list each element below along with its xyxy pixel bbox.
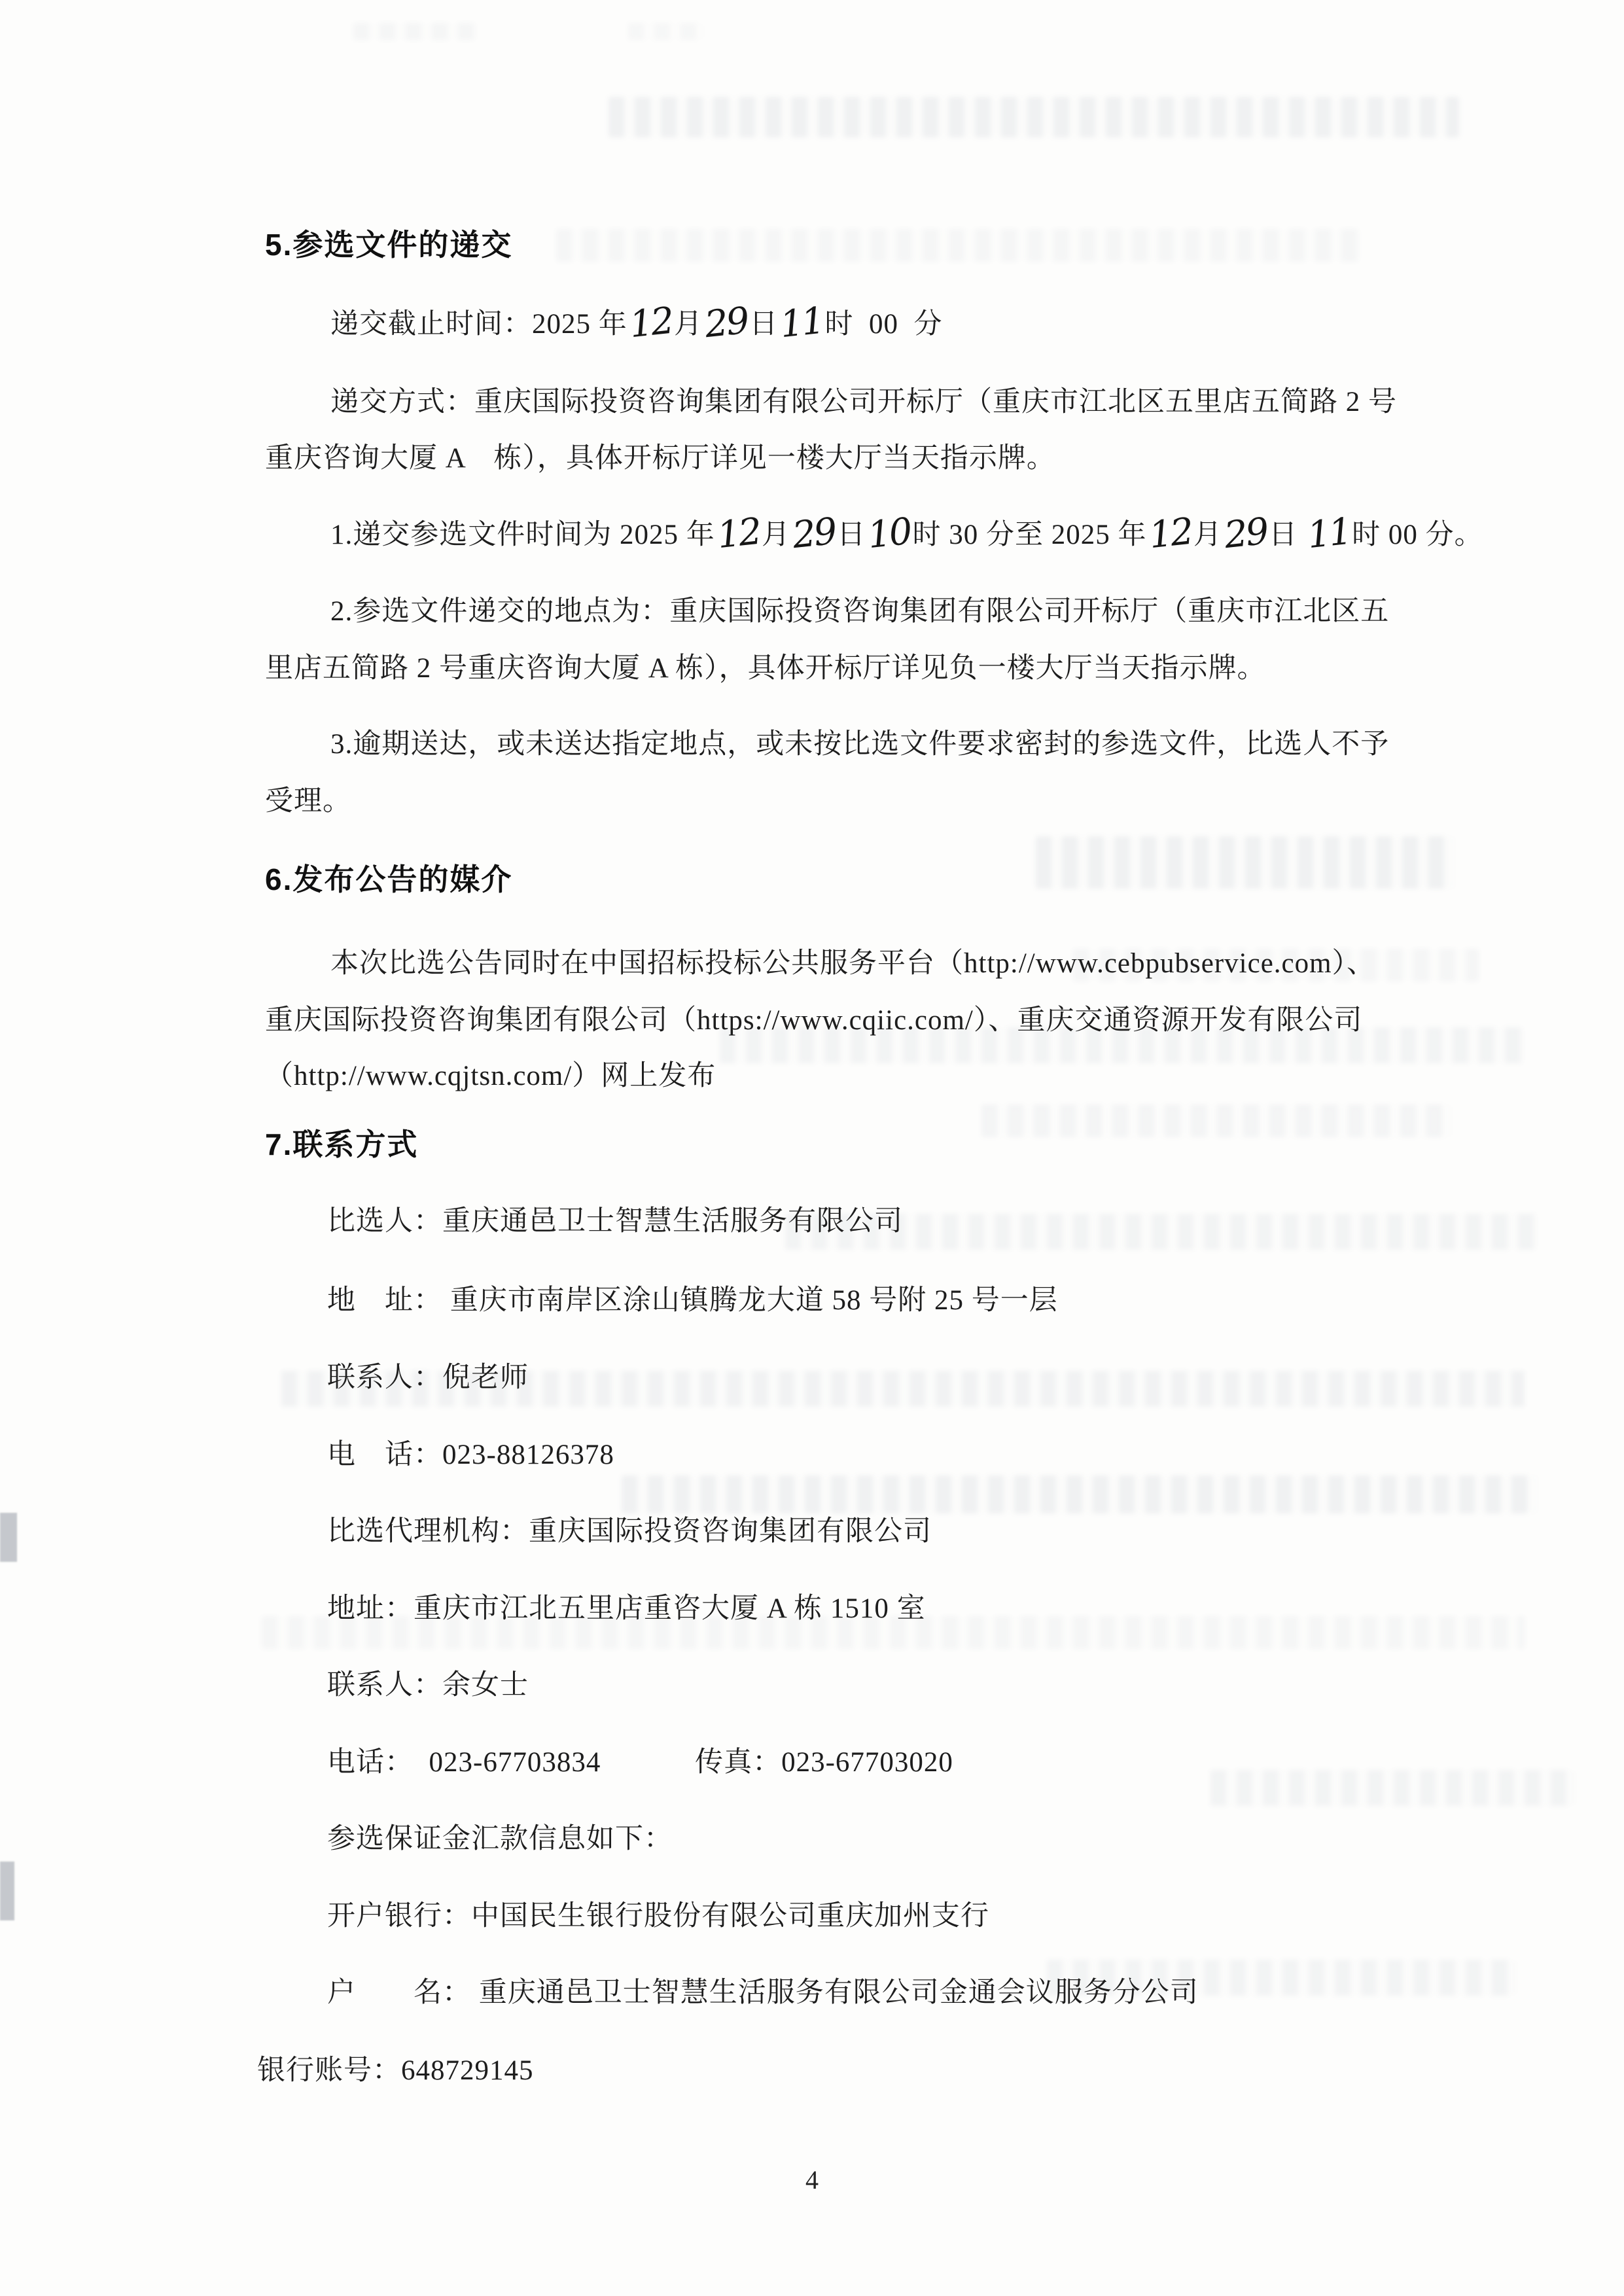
bleed-through-artifact [628,23,707,40]
handwritten-fill-in: 11 [1305,510,1352,557]
printed-text: 受理。 [265,786,351,817]
printed-text: 日 [749,309,779,340]
section-heading-6 [265,862,512,897]
section-heading-5 [265,228,512,262]
printed-text: 月 [1193,520,1222,550]
announcement-media-line-1 [330,947,1375,980]
printed-text: 时 30 分至 2025 年 [912,520,1147,550]
bank-account-line [257,2055,534,2087]
printed-text: 日 [1269,520,1305,550]
handwritten-fill-in: 29 [703,299,750,347]
bleed-through-artifact [556,229,1361,262]
printed-text: 重庆国际投资咨询集团有限公司（https://www.cqiic.com/）、重庆交通资源开发有限公司 [265,1005,1363,1036]
printed-text: 2.参选文件递交的地点为：重庆国际投资咨询集团有限公司开标厅（重庆市江北区五 [330,596,1390,627]
printed-text: 7.联系方式 [265,1127,419,1161]
printed-text: 月 [762,520,791,550]
printed-text: 联系人：余女士 [327,1670,529,1701]
printed-text: 电 话：023-88126378 [327,1439,614,1470]
deposit-info-heading-line [327,1823,673,1855]
printed-text: 日 [837,520,866,550]
agency-phone-fax-line [327,1746,953,1778]
handwritten-fill-in: 29 [790,510,838,557]
bleed-through-artifact [353,23,478,40]
bleed-through-artifact [622,1475,1538,1513]
announcement-media-line-2 [265,1004,1362,1036]
printed-text: 开户银行：中国民生银行股份有限公司重庆加州支行 [327,1901,989,1932]
printed-text: 电话： 023-67703834 传真：023-67703020 [327,1747,953,1778]
printed-text: 月 [674,309,703,340]
printed-text: 银行账号：648729145 [257,2055,534,2086]
printed-text: 递交截止时间：2025 年 [330,309,627,340]
handwritten-fill-in: 11 [778,299,826,347]
submission-method-line-1 [330,386,1397,418]
handwritten-fill-in: 29 [1222,510,1269,557]
printed-text: 里店五简路 2 号重庆咨询大厦 A 栋），具体开标厅详见负一楼大厅当天指示牌。 [265,653,1266,684]
announcement-media-line-3 [265,1060,716,1092]
submission-place-line-2 [265,652,1266,684]
printed-text: 时 00 分。 [1352,520,1483,550]
submission-place-line-1 [330,595,1389,627]
scan-edge-artifact [0,1513,17,1562]
printed-text: 户 名： 重庆通邑卫士智慧生活服务有限公司金通会议服务分公司 [327,1977,1199,2008]
handwritten-fill-in: 12 [715,510,762,557]
bleed-through-artifact [1036,836,1455,889]
printed-text: 5.参选文件的递交 [265,228,513,262]
printed-text: 联系人：倪老师 [327,1362,529,1393]
scan-edge-artifact [0,1862,14,1920]
printed-text: 3.逾期送达，或未送达指定地点，或未按比选文件要求密封的参选文件，比选人不予 [330,729,1390,760]
handwritten-fill-in: 10 [866,510,913,557]
submission-time-line [330,510,1483,557]
agency-contact-person-line [327,1669,529,1701]
handwritten-fill-in: 12 [627,299,675,347]
bank-name-line [327,1900,989,1932]
selector-address-line [327,1284,1058,1316]
printed-text: 重庆咨询大厦 A 栋），具体开标厅详见一楼大厅当天指示牌。 [265,443,1055,474]
printed-text: 比选人：重庆通邑卫士智慧生活服务有限公司 [327,1206,903,1237]
bleed-through-artifact [609,97,1459,137]
printed-text: 时 00 分 [824,309,943,340]
printed-text: 6.发布公告的媒介 [265,862,513,896]
bleed-through-artifact [1210,1770,1577,1806]
printed-text: 地址：重庆市江北五里店重咨大厦 A 栋 1510 室 [327,1593,926,1624]
section-heading-7 [265,1127,418,1162]
late-delivery-line-2 [265,785,351,817]
printed-text: 本次比选公告同时在中国招标投标公共服务平台（http://www.cebpubservice.com）、 [330,948,1376,979]
submission-method-line-2 [265,442,1055,474]
printed-text: 递交方式：重庆国际投资咨询集团有限公司开标厅（重庆市江北区五里店五简路 2 号 [330,387,1397,417]
handwritten-fill-in: 12 [1146,510,1194,557]
page-number: 4 [805,2165,819,2195]
printed-text: （http://www.cqjtsn.com/）网上发布 [265,1061,716,1091]
account-name-line [327,1977,1199,2009]
agency-name-line [327,1515,932,1547]
selector-contact-person-line [327,1362,529,1394]
printed-text: 参选保证金汇款信息如下： [327,1824,673,1854]
bleed-through-artifact [981,1104,1453,1137]
submission-deadline-line [330,299,943,347]
selector-name-line [327,1205,903,1237]
printed-text: 比选代理机构：重庆国际投资咨询集团有限公司 [327,1516,932,1547]
printed-text: 1.递交参选文件时间为 2025 年 [330,520,715,550]
agency-address-line [327,1593,926,1625]
printed-text: 地 址： 重庆市南岸区涂山镇腾龙大道 58 号附 25 号一层 [327,1285,1058,1316]
selector-phone-line [327,1439,614,1471]
late-delivery-line-1 [330,728,1389,760]
